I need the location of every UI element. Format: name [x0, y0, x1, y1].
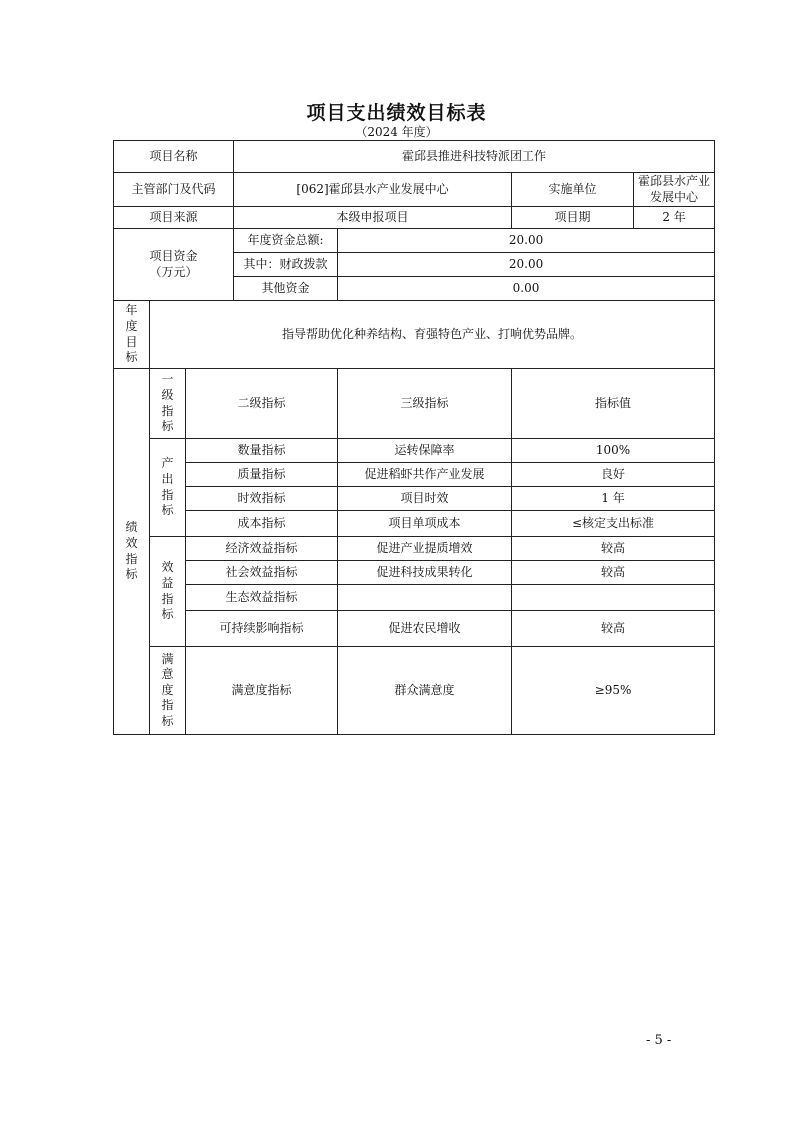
- row-funds-total: [114, 229, 715, 253]
- performance-char: 效: [125, 535, 138, 550]
- page-number: - 5 -: [646, 1033, 672, 1048]
- level2-cell: 质量指标: [186, 463, 338, 487]
- funds-fiscal-label: 其中：财政拨款: [234, 253, 338, 277]
- department-value: [062]霍邱县水产业发展中心: [234, 173, 512, 207]
- output-char: 标: [161, 503, 174, 518]
- level3-cell: 群众满意度: [338, 647, 512, 735]
- level2-cell: 可持续影响指标: [186, 611, 338, 647]
- level3-cell: 促进产业提质增效: [338, 537, 512, 561]
- period-label: 项目期: [512, 207, 634, 229]
- benefit-indicators-label: [150, 537, 186, 647]
- annual-goal-char: 目: [125, 334, 138, 349]
- level2-cell: 数量指标: [186, 439, 338, 463]
- table-row: [114, 585, 715, 611]
- level3-cell: 运转保障率: [338, 439, 512, 463]
- value-cell: 100%: [512, 439, 715, 463]
- funds-label-line1: 项目资金: [149, 248, 198, 263]
- level3-cell: 促进科技成果转化: [338, 561, 512, 585]
- table-row: [114, 647, 715, 735]
- funds-total-value: 20.00: [338, 229, 715, 253]
- source-value: 本级申报项目: [234, 207, 512, 229]
- table-row: [114, 611, 715, 647]
- satisfaction-char: 标: [161, 713, 174, 728]
- value-cell: 1 年: [512, 487, 715, 511]
- benefit-char: 益: [161, 575, 174, 590]
- satisfaction-char: 满: [161, 651, 174, 666]
- level3-cell: 项目单项成本: [338, 511, 512, 537]
- department-label: 主管部门及代码: [114, 173, 234, 207]
- year-subtitle: （2024 年度）: [355, 125, 438, 139]
- annual-goal-label: [114, 301, 150, 369]
- source-label: 项目来源: [114, 207, 234, 229]
- funds-label: [114, 229, 234, 301]
- level2-cell: 社会效益指标: [186, 561, 338, 585]
- value-cell: ≤核定支出标准: [512, 511, 715, 537]
- performance-char: 标: [125, 567, 138, 582]
- funds-total-label: 年度资金总额:: [234, 229, 338, 253]
- annual-goal-char: 年: [125, 303, 138, 318]
- benefit-char: 效: [161, 560, 174, 575]
- level2-cell: 生态效益指标: [186, 585, 338, 611]
- project-name-value: 霍邱县推进科技特派团工作: [234, 141, 715, 173]
- benefit-char: 指: [161, 591, 174, 606]
- table-row: [114, 511, 715, 537]
- performance-label: [114, 369, 150, 735]
- satisfaction-char: 指: [161, 698, 174, 713]
- satisfaction-char: 度: [161, 682, 174, 697]
- level2-cell: 成本指标: [186, 511, 338, 537]
- unit-value: 霍邱县水产业发展中心: [634, 173, 715, 207]
- period-value: 2 年: [634, 207, 715, 229]
- performance-char: 指: [125, 551, 138, 566]
- level1-char: 级: [161, 387, 174, 402]
- table-row: [114, 439, 715, 463]
- level1-char: 一: [161, 372, 174, 387]
- level3-cell: 促进农民增收: [338, 611, 512, 647]
- funds-other-value: 0.00: [338, 277, 715, 301]
- annual-goal-text: 指导帮助优化种养结构、育强特色产业、打响优势品牌。: [150, 301, 715, 369]
- col-level3-header: 三级指标: [338, 369, 512, 439]
- row-project-name: [114, 141, 715, 173]
- table-row: [114, 463, 715, 487]
- satisfaction-indicators-label: [150, 647, 186, 735]
- level3-cell: 项目时效: [338, 487, 512, 511]
- level1-char: 标: [161, 419, 174, 434]
- level2-cell: 时效指标: [186, 487, 338, 511]
- output-indicators-label: [150, 439, 186, 537]
- level2-cell: 经济效益指标: [186, 537, 338, 561]
- annual-goal-char: 标: [125, 350, 138, 365]
- col-level2-header: 二级指标: [186, 369, 338, 439]
- output-char: 产: [161, 456, 174, 471]
- performance-target-table: [113, 140, 715, 735]
- row-department: [114, 173, 715, 207]
- level1-char: 指: [161, 403, 174, 418]
- value-cell: ≥95%: [512, 647, 715, 735]
- value-cell: [512, 585, 715, 611]
- funds-fiscal-value: 20.00: [338, 253, 715, 277]
- funds-other-label: 其他资金: [234, 277, 338, 301]
- funds-label-line2: （万元）: [149, 264, 198, 279]
- value-cell: 较高: [512, 611, 715, 647]
- table-row: [114, 487, 715, 511]
- row-source: [114, 207, 715, 229]
- row-annual-goal: [114, 301, 715, 369]
- unit-label: 实施单位: [512, 173, 634, 207]
- performance-char: 绩: [125, 520, 138, 535]
- row-performance-header: [114, 369, 715, 439]
- level3-cell: [338, 585, 512, 611]
- output-char: 出: [161, 471, 174, 486]
- satisfaction-char: 意: [161, 667, 174, 682]
- table-row: [114, 561, 715, 585]
- level3-cell: 促进稻虾共作产业发展: [338, 463, 512, 487]
- benefit-char: 标: [161, 607, 174, 622]
- output-char: 指: [161, 487, 174, 502]
- value-cell: 较高: [512, 561, 715, 585]
- table-row: [114, 537, 715, 561]
- value-cell: 良好: [512, 463, 715, 487]
- project-name-label: 项目名称: [114, 141, 234, 173]
- level2-cell: 满意度指标: [186, 647, 338, 735]
- annual-goal-char: 度: [125, 318, 138, 333]
- col-value-header: 指标值: [512, 369, 715, 439]
- value-cell: 较高: [512, 537, 715, 561]
- col-level1-header: [150, 369, 186, 439]
- page-title: 项目支出绩效目标表: [306, 102, 487, 124]
